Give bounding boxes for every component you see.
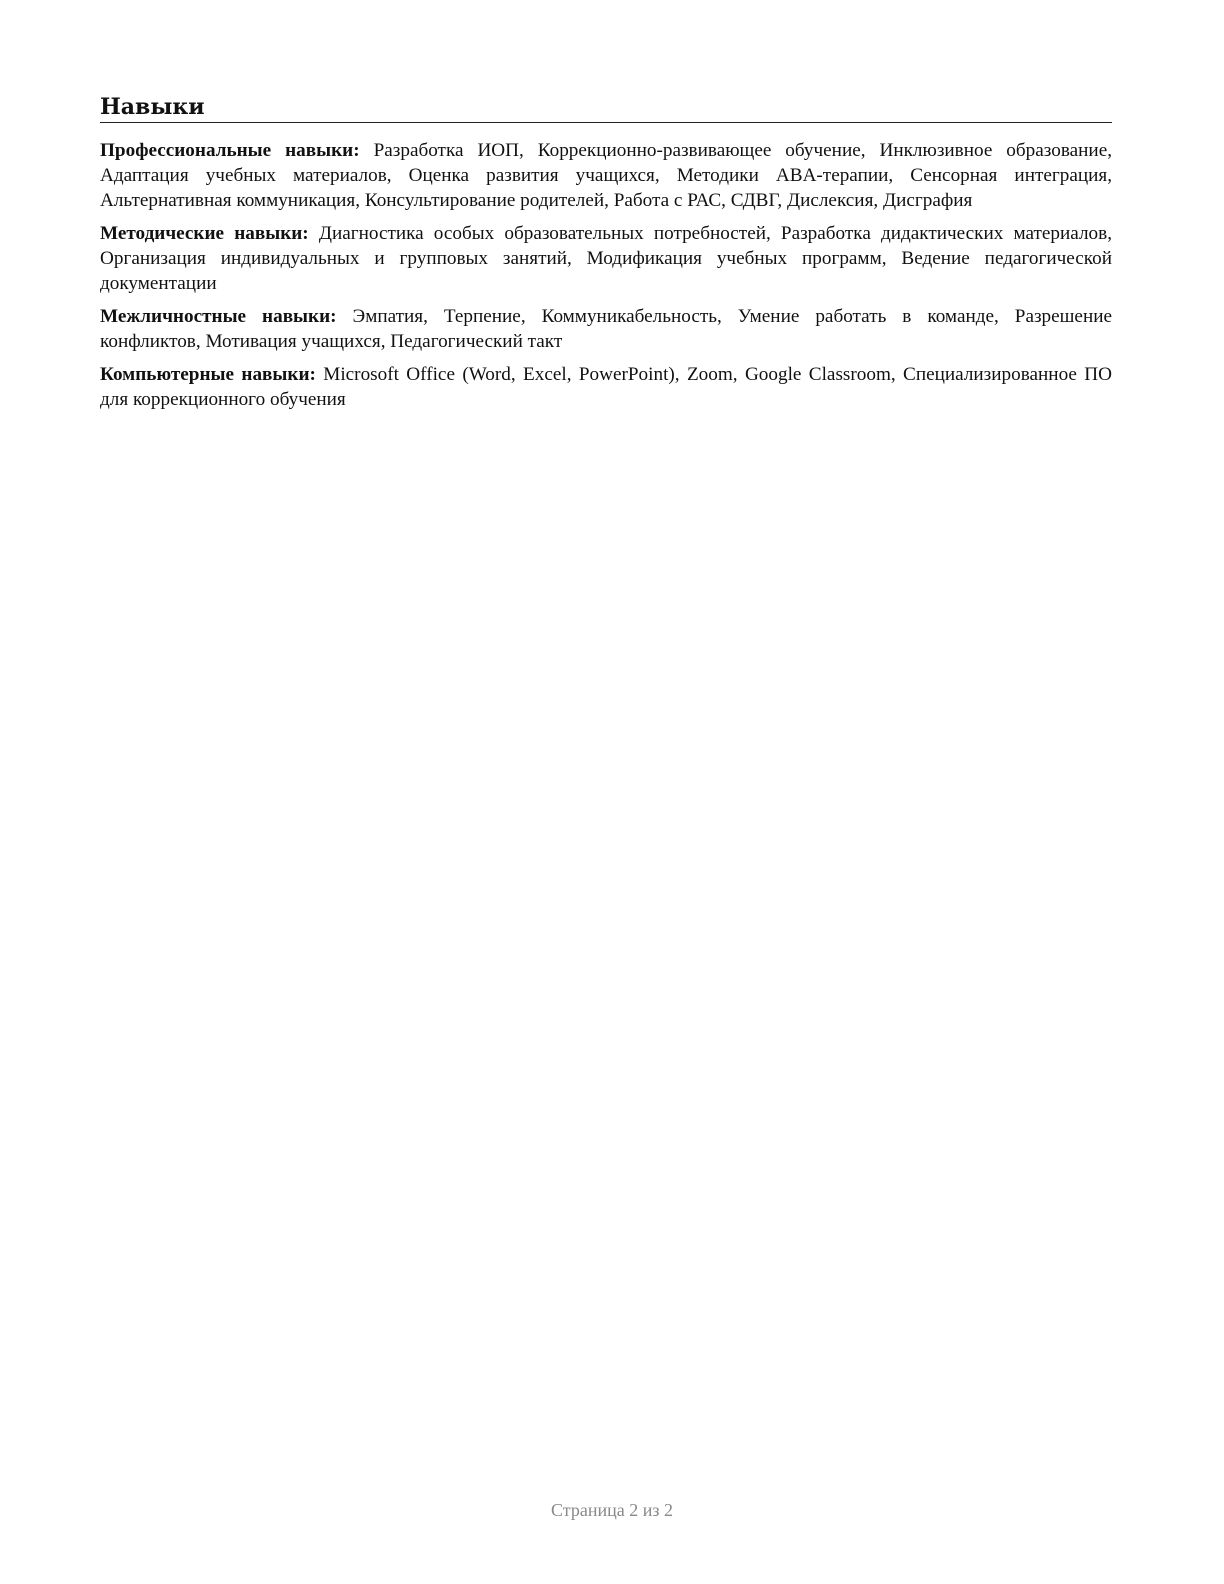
document-page — [100, 93, 1112, 420]
skill-text: Диагностика особых образовательных потребностей, Разработка дидактических материалов, Организация индивидуальных и групповых занятий, Модификация учебных программ, Ведение педагогической документации — [100, 223, 1112, 294]
skill-interpersonal — [100, 304, 1112, 354]
skill-label: Межличностные навыки: — [100, 306, 337, 327]
skill-computer — [100, 362, 1112, 412]
skill-label: Методические навыки: — [100, 223, 309, 244]
skills-list — [100, 138, 1112, 412]
skill-text: Разработка ИОП, Коррекционно-развивающее обучение, Инклюзивное образование, Адаптация учебных материалов, Оценка развития учащихся, Методики ABA-терапии, Сенсорная интеграция, Альтернативная коммуникация, Консультирование родителей, Работа с РАС, СДВГ, Дислексия, Дисграфия — [100, 140, 1113, 211]
page-number: Страница 2 из 2 — [551, 1500, 673, 1520]
skill-professional — [100, 138, 1112, 213]
skill-methodical — [100, 221, 1112, 296]
section-title: Навыки — [100, 93, 1112, 123]
skill-text: Эмпатия, Терпение, Коммуникабельность, Умение работать в команде, Разрешение конфликтов, Мотивация учащихся, Педагогический такт — [100, 306, 1112, 352]
skill-label: Компьютерные навыки: — [100, 364, 316, 385]
skill-label: Профессиональные навыки: — [100, 140, 360, 161]
skill-text: Microsoft Office (Word, Excel, PowerPoint), Zoom, Google Classroom, Специализированное ПО для коррекционного обучения — [100, 364, 1113, 410]
